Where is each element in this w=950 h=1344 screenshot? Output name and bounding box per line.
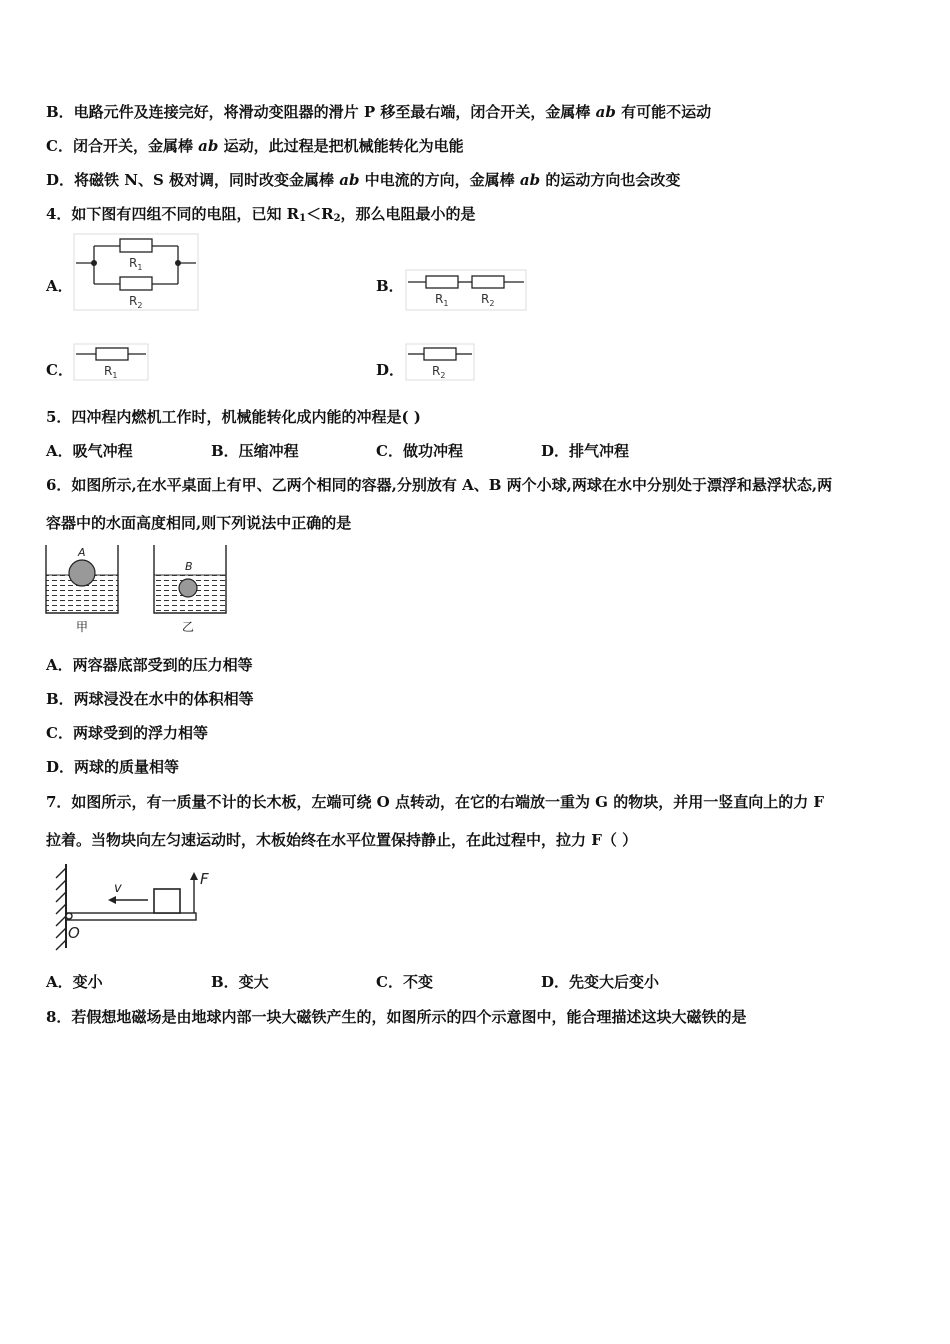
q6-option-b: B．两球浸没在水中的体积相等 — [46, 690, 254, 708]
q6-option-a: A．两容器底部受到的压力相等 — [46, 656, 253, 674]
force-label: F — [200, 870, 209, 888]
svg-text:R1 — [104, 364, 117, 380]
label-r1-sub: 1 — [137, 263, 143, 272]
q4-option-a-label: A． — [46, 277, 73, 295]
q5-option-a: A．吸气冲程 — [46, 442, 133, 460]
board — [66, 913, 196, 920]
series-resistor-diagram — [406, 270, 526, 310]
label-r1: R — [129, 256, 138, 270]
label-r1-sub: 1 — [443, 299, 449, 308]
svg-text:R2 — [481, 292, 494, 308]
ball-a-label: A — [78, 546, 86, 559]
q4-option-d-label: D． — [376, 361, 405, 379]
label-r1: R — [435, 292, 444, 306]
label-r2: R — [481, 292, 490, 306]
q7-option-b: B．变大 — [211, 973, 269, 991]
q7-option-d: D．先变大后变小 — [541, 973, 660, 991]
q4-option-c-label: C． — [46, 361, 73, 379]
parallel-resistor-diagram — [74, 234, 198, 310]
pivot-o-label: O — [68, 924, 80, 942]
single-resistor-r2-diagram — [406, 344, 474, 380]
label-r2: R — [432, 364, 441, 378]
velocity-label: v — [114, 881, 122, 896]
container-yi — [154, 545, 226, 634]
q4-option-b-label: B． — [376, 277, 404, 295]
q6-option-c: C．两球受到的浮力相等 — [46, 724, 208, 742]
q6-stem-line2: 容器中的水面高度相同,则下列说法中正确的是 — [46, 514, 352, 532]
label-r2-sub: 2 — [137, 301, 143, 310]
q6-option-d: D．两球的质量相等 — [46, 758, 180, 776]
q6-stem-line1: 6．如图所示,在水平桌面上有甲、乙两个相同的容器,分别放有 A、B 两个小球,两球在水中分别处于漂浮和悬浮状态,两 — [46, 476, 833, 494]
label-r2: R — [129, 294, 138, 308]
label-r2-sub: 2 — [489, 299, 495, 308]
q7-option-a: A．变小 — [46, 973, 103, 991]
q8-stem: 8．若假想地磁场是由地球内部一块大磁铁产生的，如图所示的四个示意图中，能合理描述这块大磁铁的是 — [46, 1008, 747, 1026]
svg-text:R2 — [432, 364, 445, 380]
q7-option-c: C．不变 — [376, 973, 433, 991]
block-g — [154, 889, 180, 913]
ball-b — [179, 579, 197, 597]
single-resistor-r1-diagram — [74, 344, 148, 380]
label-r1-sub: 1 — [112, 371, 118, 380]
ball-a — [69, 560, 95, 586]
lever-board-diagram — [44, 862, 224, 952]
svg-text:R1 — [129, 256, 142, 272]
container-jia — [46, 545, 118, 634]
container-yi-label: 乙 — [182, 620, 195, 634]
svg-text:R2 — [129, 294, 142, 310]
q3-option-c: C．闭合开关，金属棒 ab 运动，此过程是把机械能转化为电能 — [46, 137, 464, 155]
q3-option-b: B．电路元件及连接完好，将滑动变阻器的滑片 P 移至最右端，闭合开关，金属棒 ab 有可能不运动 — [46, 103, 712, 121]
label-r2-sub: 2 — [440, 371, 446, 380]
pivot-o — [66, 913, 72, 919]
two-containers-diagram — [44, 543, 230, 635]
q3-option-d: D．将磁铁 N、S 极对调，同时改变金属棒 ab 中电流的方向，金属棒 ab 的运动方向也会改变 — [46, 171, 681, 189]
q5-option-d: D．排气冲程 — [541, 442, 630, 460]
q5-option-b: B．压缩冲程 — [211, 442, 299, 460]
q5-option-c: C．做功冲程 — [376, 442, 463, 460]
q7-stem-line2: 拉着。当物块向左匀速运动时，木板始终在水平位置保持静止，在此过程中，拉力 F（ ） — [46, 831, 638, 849]
container-jia-label: 甲 — [76, 620, 89, 634]
q7-stem-line1: 7．如图所示，有一质量不计的长木板，左端可绕 O 点转动，在它的右端放一重为 G 的物块，并用一竖直向上的力 F — [46, 793, 825, 811]
ball-b-label: B — [185, 560, 193, 573]
q5-stem: 5．四冲程内燃机工作时，机械能转化成内能的冲程是( ) — [46, 408, 421, 426]
svg-text:R1 — [435, 292, 448, 308]
label-r1: R — [104, 364, 113, 378]
q4-stem: 4．如下图有四组不同的电阻，已知 $R_1<R_2$，那么电阻最小的是 — [46, 205, 476, 224]
